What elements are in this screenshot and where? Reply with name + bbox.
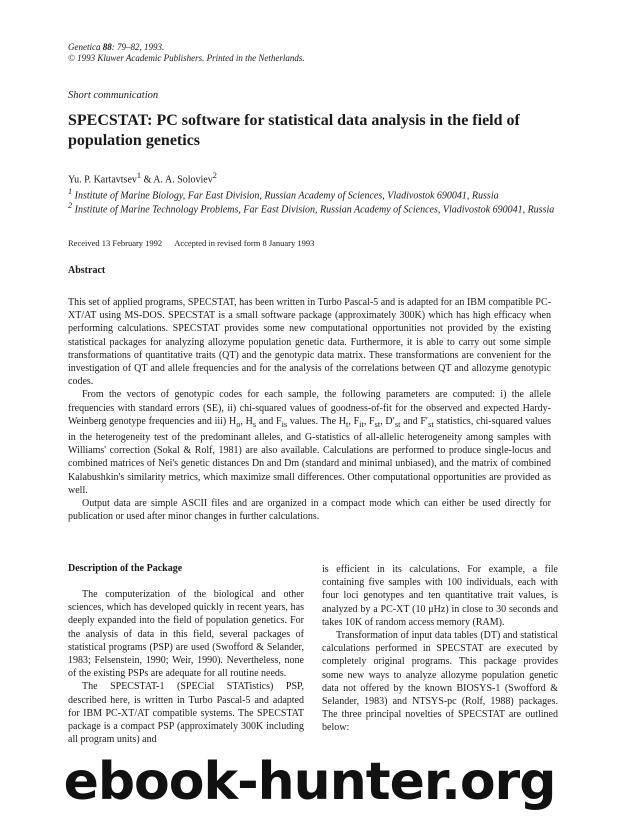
received-date: Received 13 February 1992 xyxy=(68,238,163,248)
abstract-p2-text: and F xyxy=(256,415,282,427)
subscript: t xyxy=(346,419,349,429)
watermark-logo: ebook-hunter.org xyxy=(63,752,556,812)
paper-title: SPECSTAT: PC software for statistical data analysis in the field of population genetics xyxy=(68,112,520,149)
author-2: A. A. Soloviev xyxy=(153,174,213,186)
abstract-p2-text: statistics, chi-squared values in the heterogeneity test of the predominant alleles, and G-statistics of all-allelic heterogeneity among samples with Williams' correction (Sokal & Rolf, 1981) are also available. Calculations are performed to produce single-locus and combined matrices of Nei's genetic distances Dn and Dm (standard and minimal unbiased), and the matrix of combined Kalabushkin's similarity metrics, which maximize small differences. Other computational opportunities are provided as well. xyxy=(68,415,552,496)
received-dates xyxy=(68,238,314,248)
abstract-p2-text: and F′ xyxy=(400,415,429,427)
abstract-p2-text: From the vectors of genotypic codes for each sample, the following parameters are computed: i) the allele frequencies with standard errors (SE), ii) chi-squared values of goodness-of-fit for the observed and expected Hardy-Weinberg genotype frequencies and iii) H xyxy=(68,389,551,427)
journal-volume: 88 xyxy=(102,42,112,52)
journal-name: Genetica xyxy=(68,42,101,52)
left-column xyxy=(68,588,304,746)
section-type: Short communication xyxy=(68,90,159,101)
abstract-body xyxy=(68,296,551,523)
description-heading: Description of the Package xyxy=(68,563,183,574)
accepted-date: Accepted in revised form 8 January 1993 xyxy=(174,238,315,248)
abstract-paragraph-1: This set of applied programs, SPECSTAT, has been written in Turbo Pascal-5 and is adapted for an IBM compatible PC-XT/AT using MS-DOS. SPECSTAT is a small software package (approximately 300K) which has high efficacy when performing calculations. SPECSTAT provides some new computational opportunities not provided by the existing statistical packages for analyzing allozyme population genetic data. Furthermore, it is able to carry out some simple transformations of quantitative traits (QT) and the genotypic data matrix. These transformations are convenient for the investigation of QT and allele frequencies and for the analysis of the correlations between QT and allozyme genotypic codes. xyxy=(68,297,551,388)
abstract-p2-text: , F xyxy=(348,415,360,427)
subscript: s xyxy=(252,419,257,429)
subscript: o xyxy=(236,419,241,429)
right-column xyxy=(322,563,558,735)
author-separator: & xyxy=(141,174,154,186)
abstract-paragraph-3: Output data are simple ASCII files and are organized in a compact mode which can either be used directly for publication or used after minor changes in further calculations. xyxy=(68,498,551,523)
abstract-p2-text: , D′ xyxy=(380,415,395,427)
left-paragraph-1: The computerization of the biological and other sciences, which has developed quickly in recent years, has deeply expanded into the field of population genetics. For the analysis of data in this field, several packages of statistical programs (PSP) are used (Swofford & Selander, 1983; Felsenstein, 1990; Weir, 1990). Nevertheless, none of the existing PSPs are adequate for all routine needs. xyxy=(68,589,304,680)
abstract-p2-text: values. The H xyxy=(287,415,347,427)
subscript: is xyxy=(281,419,288,429)
author-1-affil-mark: 1 xyxy=(136,171,142,180)
subscript: st xyxy=(374,419,381,429)
affiliation-1-text: Institute of Marine Biology, Far East Division, Russian Academy of Sciences, Vladivostok 690041, Russia xyxy=(74,190,499,202)
affiliation-1-mark: 1 xyxy=(68,187,73,196)
author-1: Yu. P. Kartavtsev xyxy=(68,174,137,186)
copyright-line: © 1993 Kluwer Academic Publishers. Printed in the Netherlands. xyxy=(68,53,305,63)
subscript: it xyxy=(359,419,364,429)
author-list xyxy=(68,171,217,185)
subscript: st xyxy=(394,419,401,429)
abstract-p2-text: , H xyxy=(240,415,253,427)
right-paragraph-1: is efficient in its calculations. For example, a file containing five samples with 100 individuals, each with four loci genotypes and ten quantitative trait values, is analyzed by a PC-XT (10 μHz) in close to 30 seconds and takes 10K of random access memory (RAM). xyxy=(322,564,558,628)
journal-pages-year: : 79–82, 1993. xyxy=(111,42,165,52)
right-paragraph-2: Transformation of input data tables (DT) and statistical calculations performed in SPECSTAT are executed by completely original programs. This package provides some new ways to analyze allozyme population genetic data not offered by the known BIOSYS-1 (Swofford & Selander, 1983) and NTSYS-pc (Rolf, 1988) packages. The three principal novelties of SPECSTAT are outlined below: xyxy=(322,630,558,734)
journal-citation xyxy=(68,42,305,64)
affiliation-2 xyxy=(68,199,558,216)
affiliation-2-text: Institute of Marine Technology Problems, Far East Division, Russian Academy of Sciences, Vladivostok 690041, Russia xyxy=(74,204,555,216)
left-paragraph-2: The SPECSTAT-1 (SPECial STATistics) PSP, described here, is written in Turbo Pascal-5 and adapted for IBM PC-XT/AT compatible systems. The SPECSTAT package is a compact PSP (approximately 300K including all program units) and xyxy=(68,681,304,746)
affiliation-2-mark: 2 xyxy=(68,201,73,210)
abstract-p2-text: , F xyxy=(363,415,375,427)
author-2-affil-mark: 2 xyxy=(212,171,217,180)
abstract-heading: Abstract xyxy=(68,265,106,276)
abstract-paragraph-2 xyxy=(68,388,551,497)
subscript: st xyxy=(428,419,434,429)
